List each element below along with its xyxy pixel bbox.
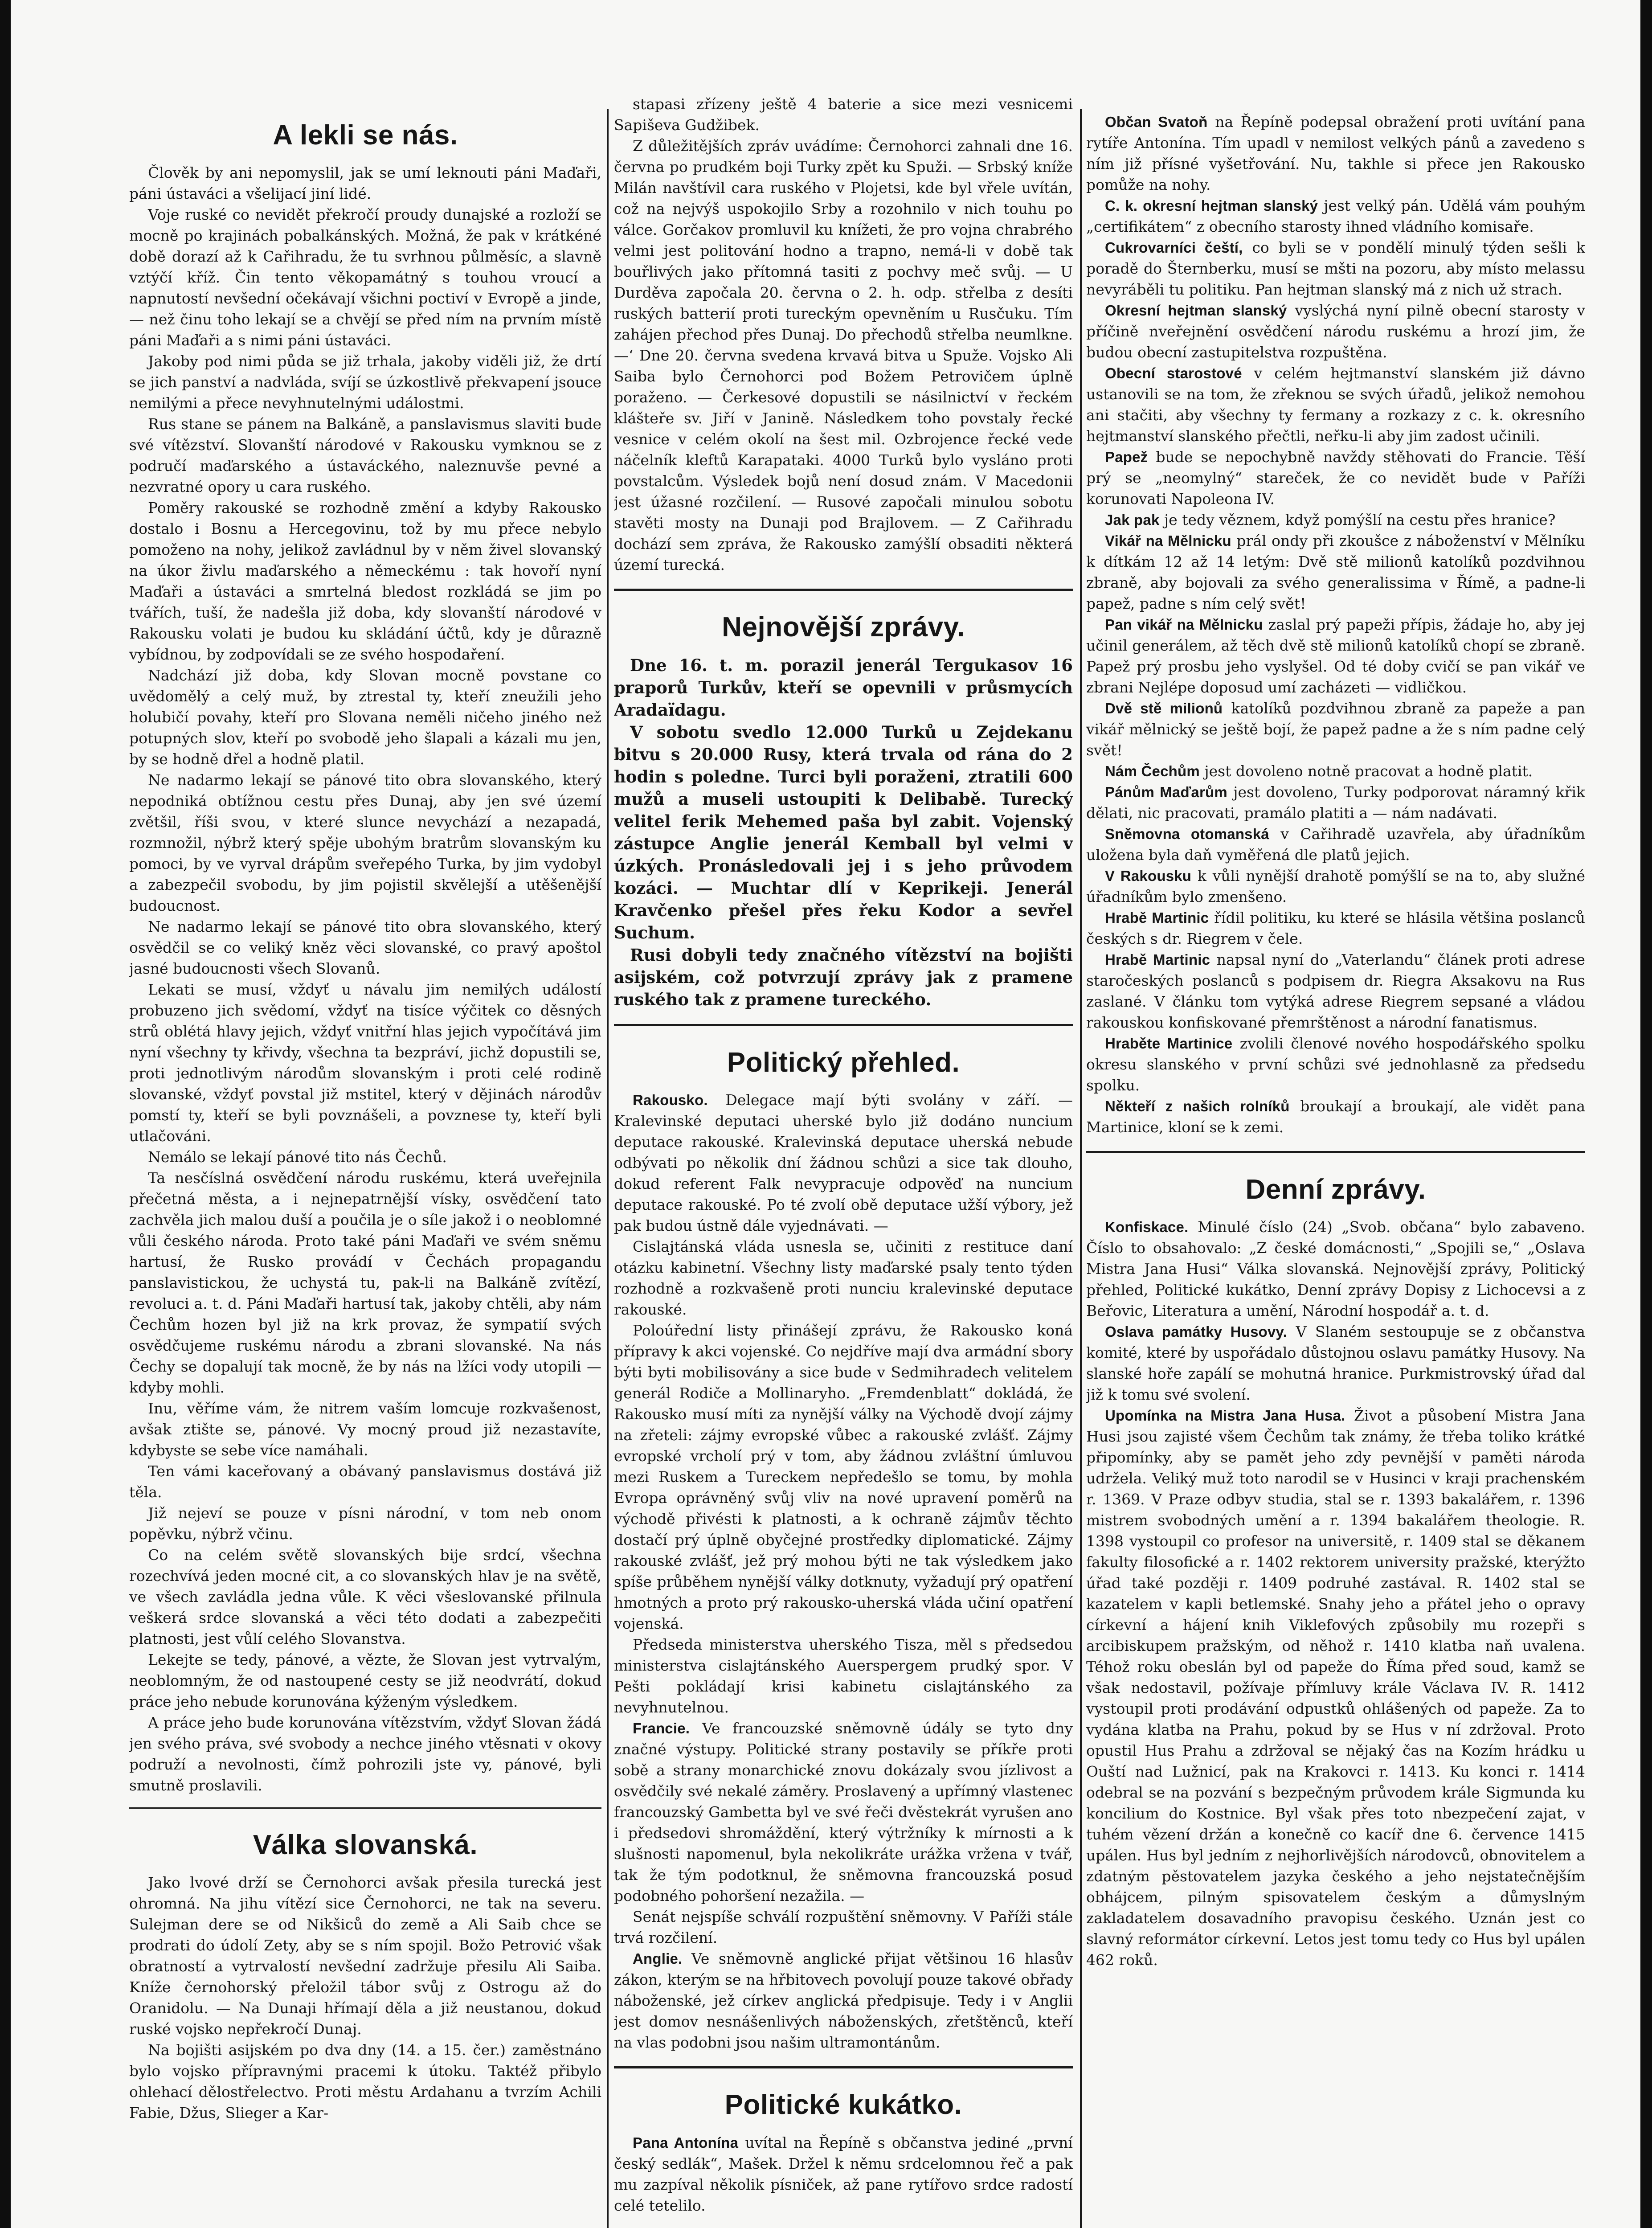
paragraph-lead: Rakousko.: [633, 1092, 708, 1109]
paragraph-lead: Anglie.: [633, 1950, 683, 1967]
denni-title: Denní zprávy.: [1245, 1174, 1426, 1205]
paragraph: [614, 1948, 1073, 2053]
paragraph: [614, 2132, 1073, 2216]
paragraph-lead: Vikář na Mělnicku: [1105, 532, 1231, 549]
column-2: [614, 94, 1073, 2228]
paragraph: [1086, 509, 1585, 530]
paragraph: [1086, 111, 1585, 195]
paragraph-lead: Dvě stě milionů: [1105, 700, 1223, 717]
paragraph: [614, 1236, 1073, 1320]
kukatko-continuation: [1086, 111, 1585, 1138]
section-divider: [614, 589, 1073, 591]
paragraph-text: broukají a broukají, ale vidět pana Martinice, kloní se k zemi.: [1086, 1098, 1585, 1136]
paragraph-lead: Pánům Maďarům: [1105, 784, 1227, 800]
paragraph: Ne nadarmo lekají se pánové tito obra slovanského, který nepodniká obtížnou cestu přes Dunaj, aby jen své území zvětšil, říši svou, v které slunce nevychází a nezapadá, rozmnožil, nýbrž který spěje ubohým bratrům slovanským ku pomoci, by ve vyrval drápům sveřepého Turka, by jim vydobyl a zabezpečil svobodu, by jim pojistil skvělejší a utěšenější budoucnost.: [129, 771, 601, 915]
paragraph: [1086, 761, 1585, 782]
paragraph: [1086, 782, 1585, 823]
paragraph-text: Cislajtánská vláda usnesla se, učiniti z restituce daní otázku kabinetní. Všechny listy maďarské psaly tento týden rozhodně a rozkvašeně proti nunciu kralevinské deputace rakouské.: [614, 1238, 1073, 1319]
news-body: [614, 654, 1073, 1011]
paragraph-text: bude se nepochybně navždy stěhovati do Francie. Těší prý se „neomylný“ stareček, že co nevidět bude v Paříži korunovati Napoleona IV.: [1086, 448, 1585, 508]
paragraph-text: k vůli nynější drahotě pomýšlí se na to, aby služné úřadníkům bylo zmenšeno.: [1086, 867, 1585, 905]
column-1: [129, 94, 601, 2228]
paragraph-text: na Řepíně podepsal obražení proti uvítání pana rytíře Antonína. Tím upadl v nemilost velkých pánů a zavedeno s ním již přísné vyšetřování. Nu, takhle si přece jen Rakousko pomůže na nohy.: [1086, 113, 1585, 193]
paragraph: Ta nesčíslná osvědčení národu ruskému, která uveřejnila přečetná města, a i nejnepatrnější vísky, osvědčení tato zachvěla jich malou duší a poučila je o síle jakož i o neoblomné vůli českého národa. Proto také páni Maďaři ve svém sněmu hartusí, že Rusko provádí v Čechách propagandu panslavistickou, že uchystá tu, pak-li na Balkáně zvítězí, revoluci a. t. d. Páni Maďaři hartusí tak, jakoby chtěli, aby nám Čechům hozen byl již na krk provaz, že sympatií svých osvědčujeme ruskému národu a zbrani slovanské. Na nás Čechy se dopalují tak mocně, že by nás na lžíci vody utopili — kdyby mohli.: [129, 1169, 601, 1397]
paragraph: Ten vámi kaceřovaný a obávaný panslavismus dostává již těla.: [129, 1462, 601, 1501]
paragraph-text: Senát nejspíše schválí rozpuštění sněmovny. V Paříži stále trvá rozčilení.: [614, 1908, 1073, 1947]
paragraph-lead: C. k. okresní hejtman slanský: [1105, 197, 1318, 214]
paragraph: Jako lvové drží se Černohorci avšak přesila turecká jest ohromná. Na jihu vítězí sice Černohorci, ne tak na severu. Sulejman dere se od Nikšiců do země a Ali Saib chce se prodrati do údolí Zety, aby se s ním spojil. Božo Petrović však obratností a vytrvalostí nevšední zadržuje přesilu Ali Saiba. Kníže černohorský přeložil tábor svůj z Ostrogu až do Oranidolu. — Na Dunaji hřímají děla a již neustanou, dokud ruské vojsko nepřekročí Dunaj.: [129, 1874, 601, 2038]
paragraph: Jakoby pod nimi půda se již trhala, jakoby viděli již, že drtí se jich panství a nadvláda, svíjí se úzkostlivě překvapení jsouce nemilými a přece nevyhnutelnými událostmi.: [129, 352, 601, 412]
paragraph-lead: Obecní starostové: [1105, 365, 1242, 381]
paragraph-lead: Upomínka na Mistra Jana Husa.: [1105, 1407, 1345, 1424]
paragraph: [614, 1634, 1073, 1718]
paragraph-text: řídil politiku, ku které se hlásila většina poslanců českých s dr. Riegrem v čele.: [1086, 909, 1585, 947]
politics-title: Politický přehled.: [727, 1047, 960, 1078]
paragraph-lead: Nám Čechům: [1105, 763, 1200, 779]
paragraph-text: Život a působení Mistra Jana Husi jsou zajisté všem Čechům tak známy, že třeba toliko krátké připomínky, aby se pamět jeho zdy pevnější v paměti národa udržela. Veliký muž toto narodil se v Husinci v kraji prachenském r. 1369. V Praze odbyv studia, stal se r. 1393 bakalářem, r. 1396 mistrem svobodných umění a r. 1394 bakalářem theologie. R. 1398 vystoupil co profesor na universitě, r. 1409 stal se děkanem fakulty filosofické a r. 1402 rektorem university pražské, kterýžto úřad také později r. 1409 podruhé zastával. R. 1402 stal se kazatelem v kapli betlemské. Snahy jeho a přátel jeho o opravy církevní a hájení knih Viklefových způsobily mu rozepři s arcibiskupem pražským, od něhož r. 1410 klatba naň uvalena. Téhož roku obeslán byl od papeže do Říma před soud, kamž se však nedostavil, požívaje přímluvy krále Václava IV. R. 1412 vystoupil proti prodávání odpustků ohlášených od papeže. Za to vydána klatba na Prahu, pokud by se Hus v ní zdržoval. Proto opustil Hus Prahu a zdržoval se nějaký čas na Kozím hrádku u Ouští nad Lužnicí, pak na Krakovci r. 1413. Ku konci r. 1414 odebral se na pozvání s bezpečným průvodem krále Sigmunda ku koncilium do Kostnice. Byl však přes toto nbezpečení zajat, v tuhém vězení držán a konečně co kacíř dne 6. července 1415 upálen. Hus byl jedním z nejhorlivějších národovců, obnovitelem a zdatným pěstovatelem jazyka českého a jeho nejstatečnějším obhájcem, pilným spisovatelem českým a důmyslným zakladatelem dosavadního pravopisu českého. Uznán jest co slavný reformátor církevní. Letos jest tomu tedy co Hus byl upálen 462 roků.: [1086, 1407, 1585, 1969]
paragraph: A práce jeho bude korunována vítězstvím, vždyť Slovan žádá jen svého práva, své svobody a nechce jiného vtěsnati v okovy podruží a nevolnosti, čímž pohrozili jste vy, pánové, byli smutně proslavili.: [129, 1714, 601, 1794]
paragraph: Lekejte se tedy, pánové, a vězte, že Slovan jest vytrvalým, neoblomným, že od nastoupené cesty se již neodvrátí, dokud práce jeho nebude korunována kýženým výsledkem.: [129, 1651, 601, 1711]
paragraph: [1086, 300, 1585, 363]
paragraph: stapasi zřízeny ještě 4 baterie a sice mezi vesnicemi Sapiševa Gudžibek.: [614, 95, 1073, 134]
paragraph: [614, 1089, 1073, 1236]
paragraph: [1086, 865, 1585, 907]
paragraph-text: je tedy věznem, když pomýšlí na cestu přes hranice?: [1159, 511, 1556, 528]
paragraph-text: Delegace mají býti svolány v září. — Kralevinské deputaci uherské bylo již dodáno nuncium deputace rakouské. Kralevinská deputace uherská nebude odbývati po několik dní žádnou schůzi a sice tak dlouho, dokud referent Falk nevypracuje odpověď na nuncium deputace rakouské. Po té zvolí obě deputace užší výbory, jež pak budou ústně dále vyjednávati. —: [614, 1091, 1073, 1235]
paragraph: Na bojišti asijském po dva dny (14. a 15. čer.) zaměstnáno bylo vojsko přípravnými pracemi k útoku. Taktéž přibylo ohlehací dělostřelectvo. Proti městu Ardahanu a tvrzím Achili Fabie, Džus, Slieger a Kar-: [129, 2041, 601, 2122]
kukatko-title: Politické kukátko.: [724, 2089, 962, 2121]
paragraph-lead: Pan vikář na Mělnicku: [1105, 616, 1263, 633]
paragraph-text: napsal nyní do „Vaterlandu“ článek proti adrese staročeských poslanců s podpisem dr. Riegra Aksakovu na Rus zaslané. V článku tom vytýká adrese Riegrem sepsané a vládou rakouskou konfiskované přemrštěnost a národní fanatismus.: [1086, 951, 1585, 1031]
paragraph-lead: Hraběte Martinice: [1105, 1035, 1233, 1052]
article-title-a-lekli: A lekli se nás.: [273, 120, 458, 151]
paragraph: [1086, 195, 1585, 237]
paragraph-lead: Oslava památky Husovy.: [1105, 1323, 1288, 1340]
paragraph-text: Ve sněmovně anglické přijat většinou 16 hlasův zákon, kterým se na hřbitovech povolují pouze takové obřady náboženské, jež církev anglická předpisuje. Tedy i v Anglii jest domov nesnášenlivých náboženských, zřetštěnců, kteří na vlas podobni jsou našim ultramontánům.: [614, 1950, 1073, 2052]
paragraph: Z důležitějších zpráv uvádíme: Černohorci zahnali dne 16. června po prudkém boji Turky zpět ku Spuži. — Srbský kníže Milán navštívil cara ruského v Plojetsi, kde byl vřele uvítán, což na nejvýš uspokojilo Srby a rozohnilo v nich touhu po válce. Gorčakov promluvil ku knížeti, že pro vojna chrabrého velmi jest politování hodno a trapno, nemá-li v době tak bouřlivých jako přítomná tasiti z pochvy meč svůj. — U Durděva započala 20. června o 2. h. odp. střelba z desíti ruských batterií proti tureckým opevněním u Rusčuku. Tím zahájen přechod přes Dunaj. Do přechodů střelba neumlkne. —ʻ Dne 20. června svedena krvavá bitva u Spuže. Vojsko Ali Saiba bylo Černohorci pod Božem Petrovičem úplně poraženo. — Čerkesové dopustili se násilnictví v řeckém klášteře sv. Jiří v Janině. Následkem toho povstaly řecké vesnice v celém okolí na šest mil. Ozbrojence řecké vede náčelník kleftů Karapataki. 4000 Turků bylo vysláno proti povstalcům. Výsledek bojů není dosud znám. V Macedonii jest úžasné rozčilení. — Rusové započali minulou sobotu stavěti mosty na Dunaji pod Brajlovem. — Z Cařihradu dochází sem zpráva, že Rakousko zamýšlí obsaditi některá území turecká.: [614, 137, 1073, 573]
paragraph-lead: Jak pak: [1105, 512, 1160, 528]
section-divider: [1086, 1151, 1585, 1153]
paragraph: [1086, 698, 1585, 761]
paragraph: [1086, 1033, 1585, 1096]
column-rule-left: [607, 109, 609, 2228]
paragraph-lead: Cukrovarníci čeští,: [1105, 239, 1243, 256]
paragraph: [614, 1320, 1073, 1634]
paragraph: [1086, 363, 1585, 446]
paragraph-text: Minulé číslo (24) „Svob. občana“ bylo zabaveno. Číslo to obsahovalo: „Z české domácnosti,“ „Spojili se,“ „Oslava Mistra Jana Husi“ Válka slovanská. Nejnovější zprávy, Politický přehled, Politické kukátko, Denní zprávy Dopisy z Lichocevsi a z Beřovic, Literatura a umění, Národní hospodář a. t. d.: [1086, 1218, 1585, 1320]
paragraph: Voje ruské co nevidět překročí proudy dunajské a rozloží se mocně po krajinách pobalkánských. Možná, že pak v krátkéné době dorazí až k Cařihradu, že tu svrhnou půlměsíc, a slavně vztýčí kříž. Čin tento věkopamátný s touhou vroucí a napnutostí nevšední očekávají všichni poctiví v Evropě a jinde, — než činu toho lekají se a chvějí se před ním na prvním místě páni Maďaři a s nimi páni ústaváci.: [129, 206, 601, 349]
paragraph: [1086, 530, 1585, 614]
paragraph-text: zvolili členové nového hospodářského spolku okresu slanského v první schůzi své jednohlasně za předsedu spolku.: [1086, 1035, 1585, 1094]
paragraph: [614, 1906, 1073, 1948]
paragraph: [1086, 1216, 1585, 1321]
paragraph-lead: Konfiskace.: [1105, 1219, 1189, 1236]
article-body-a-lekli: [129, 162, 601, 1796]
paragraph: Již nejeví se pouze v písni národní, v tom neb onom popěvku, nýbrž včinu.: [129, 1504, 601, 1543]
paragraph-text: zaslal prý papeži přípis, žádaje ho, aby jej učinil generálem, až těch dvě stě milionů katolíků chopí se zbraně. Papež prý prosbu jeho vyslyšel. Od té doby cvičí se pan vikář ve zbrani Nejlépe doposud umí zacházeti — vidličkou.: [1086, 616, 1585, 696]
paragraph: [1086, 823, 1585, 865]
paragraph-lead: Papež: [1105, 449, 1148, 465]
article-title-valka: Válka slovanská.: [253, 1830, 478, 1861]
column-3: [1086, 94, 1585, 2228]
paragraph: [1086, 237, 1585, 300]
paragraph-lead: Francie.: [633, 1720, 690, 1737]
paragraph-lead: Hrabě Martinic: [1105, 909, 1209, 926]
section-divider: [129, 1807, 601, 1809]
paragraph-lead: V Rakousku: [1105, 868, 1192, 884]
paragraph: Lekati se musí, vždyť u návalu jim nemilých událostí probuzeno jich svědomí, vždyť na tisíce výčitek co děsných strů oblétá hlavy jejich, vždyť vnitřní hlas jejich vypočítává jim nyní všechny ty křivdy, všechna ta bezpráví, jichž dopustili se, proti jednotlivým národům slovanským i proti celé rodině slovanské, vždyť povstal již mstitel, který v dějinách národův pomstí ty, kteří se byli povznášeli, a povznese ty, kteří byli utlačováni.: [129, 981, 601, 1145]
paragraph: [1086, 614, 1585, 698]
paragraph-lead: Sněmovna otomanská: [1105, 826, 1269, 842]
paragraph-text: Předseda ministerstva uherského Tisza, měl s předsedou ministerstva cislajtánského Auerspergem prudký spor. V Pešti pokládají krisi kabinetu cislajtánského za nevyhnutelnou.: [614, 1636, 1073, 1716]
paragraph-text: v Cařihradě uzavřela, aby úřadníkům uložena byla daň vyměřená dle platů jejich.: [1086, 825, 1585, 864]
paragraph: Nemálo se lekají pánové tito nás Čechů.: [148, 1148, 447, 1166]
paragraph-text: jest dovoleno, Turky podporovat náramný křik dělati, nic pracovati, pramálo platiti a — nám nadávati.: [1086, 783, 1585, 822]
paragraph: [1086, 446, 1585, 509]
paragraph-text: co byli se v pondělí minulý týden sešli k poradě do Šternberku, musí se mšti na pozoru, aby místo melassu nevyráběli tu politiku. Pan hejtman slanský má z nich už strach.: [1086, 239, 1585, 298]
paragraph-lead: Někteří z našich rolníků: [1105, 1098, 1290, 1114]
paragraph-text: prál ondy při zkoušce z náboženství v Mělníku k dítkám 12 až 14 letým: Dvě stě milionů katolíků pozdvihnou zbraně, aby bojovali za svého generalissima v Římě, a padne-li papež, padne s ním celý svět!: [1086, 532, 1585, 612]
paragraph-text: Ve francouzské sněmovně údály se tyto dny značné výstupy. Politické strany postavily se příkře proti sobě a strany monarchické znovu dokázaly svou jízlivost a osvědčily své nekalé záměry. Proslavený a upřímný vlastenec francouzský Gambetta byl ve své řeči dvěstekrát vyrušen ano i předsedovi shromáždění, který výtržníky k mírnosti a k slušnosti napomenul, byla nekolikráte urážka vržena v tvář, tak že tým podotknul, že sněmovna francouzská posud podobného pohoršení nezažila. —: [614, 1720, 1073, 1905]
denni-body: [1086, 1216, 1585, 1970]
article-body-valka: [129, 1872, 601, 2123]
paragraph: Poměry rakouské se rozhodně změní a kdyby Rakousko dostalo i Bosnu a Hercegovinu, tož by mu přece nebylo pomoženo na nohy, jelikož zavládnul by v něm živel slovanský na úkor živlu maďarského a německému : tak hovoří nyní Maďaři a ústaváci a smrtelná bledost rozkládá se jim po tvářích, tuší, že nadešla již doba, kdy slovanští národové v Rakousku volati je budou ku skládání účtů, kdy je důrazně vybídnou, by zodpovídali se ze svého hospodaření.: [129, 499, 601, 663]
paragraph-text: uvítal na Řepíně s občanstva jediné „první český sedlák“, Mašek. Držel k němu srdcelomnou řeč a pak mu zazpíval několik písniček, až pane rytířovo srdce radostí celé tetelilo.: [614, 2134, 1073, 2214]
paragraph: Co na celém světě slovanských bije srdcí, všechna rozechvívá jeden mocné cit, a co slovanských hlav je na světě, ve všech zavládla jedna vůle. K věci všeslovanské přilnula veškerá srdce slovanská a věci této dodati a zabezpečiti platnosti, jest vůlí celého Slovanstva.: [129, 1546, 601, 1648]
section-divider: [614, 1024, 1073, 1026]
paragraph: [1086, 907, 1585, 949]
paragraph: [1086, 1405, 1585, 1970]
paragraph: [1086, 949, 1585, 1033]
paragraph-lead: Pana Antonína: [633, 2134, 739, 2151]
paragraph: Člověk by ani nepomyslil, jak se umí leknouti páni Maďaři, páni ústaváci a všelijací jiní lidé.: [129, 164, 601, 203]
paragraph: [1086, 1096, 1585, 1138]
paragraph-text: katolíků pozdvihnou zbraně za papeže a pan vikář mělnický se ještě bojí, že papež padne a že s ním padne celý svět!: [1086, 700, 1585, 759]
column-rule-right: [1080, 109, 1082, 2228]
paragraph: Nadchází již doba, kdy Slovan mocně povstane co uvědomělý a celý muž, by ztrestal ty, kteří zneužili jeho holubičí povahy, kteří pro Slovana neměli ničeho jiného než potupných slov, kteří po svobodě jeho šlapali a kázali mu jen, by se hodně dřel a hodně platil.: [129, 667, 601, 768]
paragraph-lead: Okresní hejtman slanský: [1105, 302, 1287, 319]
article-continuation: [614, 94, 1073, 575]
paragraph-text: jest dovoleno notně pracovat a hodně platit.: [1199, 762, 1533, 780]
news-title: Nejnovější zprávy.: [722, 612, 965, 643]
paragraph-text: Poloúřední listy přinášejí zprávu, že Rakousko koná přípravy k akci vojenské. Co nejdříve mají dva armádní sbory býti byti mobilisovány a sice bude v Sedmihradech velitelem generál Rodiče a Mollinaryho. „Fremdenblatt“ dokládá, že Rakousko musí míti za nynější války na Východě dvojí zájmy na zřeteli: zájmy evropské vůbec a rakouské zvlášť. Zájmy evropské vrcholí prý v tom, aby žádnou zvláštní úmluvou mezi Ruskem a Tureckem nepředešlo se tomu, by mohla Evropa oprávněný svůj vliv na nové upravení poměrů na východě přivésti k platnosti, a k ochraně zájmův těchto dostačí prý úplně obyčejné prostředky diplomatické. Zájmy rakouské zvlášť, jež prý mohou býti ne tak výsledkem jako spíše průběhem nynější války dotknuty, vyžadují prý opatření hmotných a proto prý rakousko-uherská vláda učiní opatření vojenská.: [614, 1322, 1073, 1633]
paragraph: [614, 1718, 1073, 1906]
paragraph-lead: Hrabě Martinic: [1105, 951, 1210, 968]
kukatko-body: [614, 2132, 1073, 2216]
paragraph: Ne nadarmo lekají se pánové tito obra slovanského, který osvědčil se co veliký kněz věci slovanské, co pravý apoštol jasné budoucnosti všech Slovanů.: [129, 918, 601, 978]
section-divider: [614, 2066, 1073, 2068]
politics-body: [614, 1089, 1073, 2053]
news-paragraph: Rusi dobyli tedy značného vítězství na bojišti asijském, což potvrzují zprávy jak z pramene ruského tak z pramene tureckého.: [614, 945, 1073, 1010]
news-paragraph: V sobotu svedlo 12.000 Turků u Zejdekanu bitvu s 20.000 Rusy, která trvala od rána do 2 hodin s poledne. Turci byli poraženi, ztratili 600 mužů a museli ustoupiti k Delibabě. Turecký velitel ferik Mehemed paša byl zabit. Vojenský zástupce Anglie jenerál Kemball byl velmi v úzkých. Pronásledovali jej i s jeho průvodem kozáci. — Muchtar dlí v Keprikeji. Jenerál Kravčenko přešel přes řeku Kodor a sevřel Suchum.: [614, 722, 1073, 943]
paragraph-text: v celém hejtmanství slanském již dávno ustanovili se na tom, že zřeknou se svých úřadů, jelikož nemohou ani stačiti, aby všechny ty fermany a rozkazy z c. k. okresního hejtmanství slanského přečtli, neřku-li aby jim zadost učinili.: [1086, 365, 1585, 445]
paragraph-text: V Slaném sestoupuje se z občanstva komité, které by uspořádalo důstojnou oslavu památky Husovy. Na slanské hoře zapálí se mohutná hranice. Purkmistrovský úřad dal již k tomu své svolení.: [1086, 1323, 1585, 1404]
paragraph: Rus stane se pánem na Balkáně, a panslavismus slaviti bude své vítězství. Slovanští národové v Rakousku vymknou se z područí maďarského a ústaváckého, naleznuvše pevné a nezvratné opory u cara ruského.: [129, 415, 601, 496]
paragraph-lead: Občan Svatoň: [1105, 114, 1208, 130]
paragraph: Inu, věříme vám, že nitrem vaším lomcuje rozkvašenost, avšak ztište se, pánové. Vy mocný proud již nezastavíte, kdybyste se sebe více namáhali.: [129, 1400, 601, 1459]
paragraph-text: jest velký pán. Udělá vám pouhým „certifikátem“ z obecního starosty ihned vládního komisaře.: [1086, 197, 1585, 235]
paragraph: [1086, 1321, 1585, 1405]
paragraph-text: vyslýchá nyní pilně obecní starosty v příčině nveřejnění osvědčení národu ruskému a hrozí jim, že budou obecní zastupitelstva rozpuštěna.: [1086, 302, 1585, 361]
news-paragraph: Dne 16. t. m. porazil jenerál Tergukasov 16 praporů Turkův, kteří se opevnili v průsmycích Aradaïdagu.: [614, 655, 1073, 720]
